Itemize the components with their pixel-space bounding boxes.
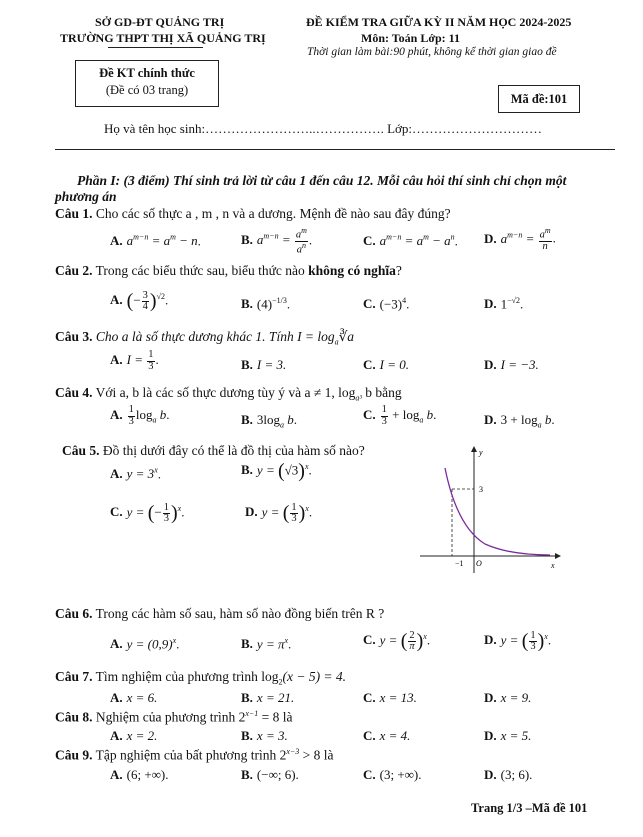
q7-option-b[interactable]: B. x = 21. [241,690,295,705]
school-name: TRƯỜNG THPT THỊ XÃ QUẢNG TRỊ [60,31,266,45]
question-9: Câu 9. Tập nghiệm của bất phương trình $2^{x-3} > 8$ là [55,747,334,763]
question-text: Cho các số thực a , m , n và a dương. Mệnh đề nào sau đây đúng? [95,206,451,221]
q5-option-c[interactable]: C. y = (− $\frac{1}{3}$ )$^x$. [110,501,185,524]
q7-option-c[interactable]: C. x = 13. [363,690,417,705]
question-1 [55,206,451,222]
question-number: Câu 3. [55,329,93,344]
exam-title: ĐỀ KIỂM TRA GIỮA KỲ II NĂM HỌC 2024-2025 [306,15,572,29]
emphasis-text: không có nghĩa [308,263,396,278]
header-divider [55,149,615,150]
q2-option-c[interactable]: C. $(-3)^4$. [363,296,410,312]
exam-time: Thời gian làm bài:90 phút, không kể thời gian giao đề [307,46,557,58]
question-6: Câu 6. Trong các hàm số sau, hàm số nào đồng biến trên R ? [55,606,385,621]
q4-option-c[interactable]: C. $\frac{1}{3}$ + $\log_a b$. [363,404,437,427]
question-5: Câu 5. Đồ thị dưới đây có thể là đồ thị của hàm số nào? [62,443,365,458]
question-number: Câu 7. [55,669,93,684]
q1-option-a[interactable]: A. $a^{m-n} = a^m - n$. [110,233,201,249]
q9-option-b[interactable]: B. (−∞; 6). [241,767,299,782]
question-4: Câu 4. Với a, b là các số thực dương tùy ý và a ≠ 1, $\log_{a^3} b$ bằng [55,385,402,403]
question-number: Câu 5. [62,443,100,458]
dept-name: SỞ GD-ĐT QUẢNG TRỊ [95,15,225,29]
q1-option-d[interactable]: D. $a^{m-n}$ = $\frac{a^m}{n}$ . [484,226,556,252]
q3-option-b[interactable]: B. I = 3. [241,357,287,372]
q1-option-c[interactable]: C. $a^{m-n} = a^m - a^n$. [363,233,458,249]
q2-option-d[interactable]: D. $1^{-√2}$. [484,296,524,312]
q5-option-a[interactable]: A. $y = 3^x$. [110,466,161,482]
question-7: Câu 7. Tìm nghiệm của phương trình $\log_2(x - 5) = 4$. [55,669,347,687]
q2-option-a[interactable]: A. (− $\frac{3}{4}$ )$^{√2}$. [110,289,169,312]
q4-option-a[interactable]: A. $\frac{1}{3}$ $\log_a b$. [110,404,170,427]
part1-title: Phần I: (3 điểm) Thí sinh trả lời từ câu 1 đến câu 12. Mỗi câu hỏi thí sinh chỉ chọn một [77,173,567,188]
q9-option-d[interactable]: D. (3; 6). [484,767,533,782]
q3-option-c[interactable]: C. I = 0. [363,357,409,372]
exponential-curve [445,468,550,555]
question-number: Câu 8. [55,709,93,725]
question-number: Câu 4. [55,385,93,400]
question-number: Câu 2. [55,263,93,278]
q7-option-a[interactable]: A. x = 6. [110,690,158,705]
y-tick-label: 3 [479,485,483,494]
q3-option-d[interactable]: D. I = −3. [484,357,539,372]
question-8: Câu 8. Nghiệm của phương trình $2^{x-1} = 8$ là [55,709,293,725]
q4-option-b[interactable]: B. $3\log_a$ b. [241,412,298,430]
x-axis-label: x [551,561,555,570]
part1-title-cont: phương án [55,189,117,204]
q5-option-b[interactable]: B. $y = (√3)^x$. [241,460,312,482]
q2-option-b[interactable]: B. $(4)^{-1/3}$. [241,296,291,312]
q8-option-d[interactable]: D. x = 5. [484,728,532,743]
function-graph [415,443,565,578]
exam-code: Mã đề:101 [498,85,580,113]
q6-option-a[interactable]: A. $y = (0,9)^x$. [110,636,180,652]
y-axis-label: y [479,448,483,457]
question-number: Câu 9. [55,747,93,763]
q3-option-a[interactable]: A. I = $\frac{1}{3}$ . [110,349,159,372]
question-2: Câu 2. Trong các biểu thức sau, biểu thức nào không có nghĩa? [55,263,402,278]
official-box [75,60,219,107]
q5-option-d[interactable]: D. y = ( $\frac{1}{3}$ )$^x$. [245,501,313,524]
q8-option-b[interactable]: B. x = 3. [241,728,288,743]
q4-option-d[interactable]: D. $3 + \log_a b$. [484,412,555,430]
origin-label: O [476,559,482,568]
q6-option-b[interactable]: B. $y = \pi^x$. [241,636,292,652]
q1-option-b[interactable]: B. $a^{m-n}$ = $\frac{a^m}{a^n}$ . [241,226,313,256]
school-underline [108,47,203,48]
q7-option-d[interactable]: D. x = 9. [484,690,532,705]
question-number: Câu 1. [55,206,93,221]
question-number: Câu 6. [55,606,93,621]
q9-option-c[interactable]: C. (3; +∞). [363,767,422,782]
question-3: Câu 3. Cho a là số thực dương khác 1. Tính $I = \log_a∛a$ [55,329,355,347]
page-footer: Trang 1/3 –Mã đề 101 [471,801,588,815]
official-label: Đề KT chính thức [99,66,195,80]
student-info-line: Họ và tên học sinh:……………………..……………. Lớp:………………………… [104,121,543,136]
exam-subject: Môn: Toán Lớp: 11 [361,31,461,45]
page-count: (Đề có 03 trang) [105,83,189,97]
q6-option-c[interactable]: C. y = ( $\frac{2}{\pi}$ )$^x$. [363,629,431,652]
q9-option-a[interactable]: A. (6; +∞). [110,767,169,782]
x-tick-label: −1 [455,559,464,568]
q8-option-c[interactable]: C. x = 4. [363,728,411,743]
q8-option-a[interactable]: A. x = 2. [110,728,158,743]
q6-option-d[interactable]: D. y = ( $\frac{1}{3}$ )$^x$. [484,629,552,652]
